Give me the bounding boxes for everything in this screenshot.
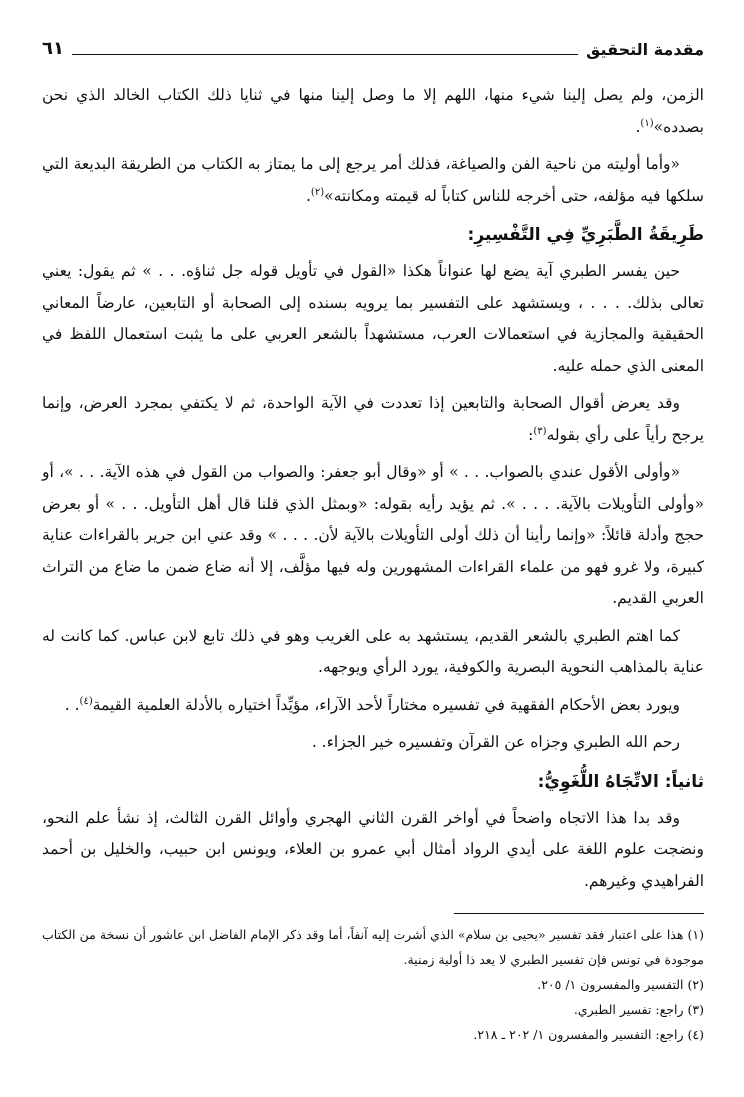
paragraph-7-end: . . (64, 695, 80, 714)
paragraph-9: وقد بدا هذا الاتجاه واضحاً في أواخر القرن الثاني الهجري وأوائل القرن الثالث، إذ نشأ علم النحو، ونضجت علوم اللغة على أيدي الرواد أمثال أبي عمرو بن العلاء، ويونس ابن حبيب، والخليل بن أحمد الفراهيدي وغيرهم. (42, 808, 704, 890)
footnote-3: (٣) راجع: تفسير الطبري. (573, 1002, 704, 1017)
running-title: مقدمة التحقيق (586, 40, 704, 59)
section-heading-tabari-method: طَرِيقَةُ الطَّبَرِيِّ فِي التَّفْسِيرِ: (467, 225, 704, 245)
paragraph-4-text: وقد يعرض أقوال الصحابة والتابعين إذا تعددت في الآية الواحدة، ثم لا يكتفي بمجرد العرض، وإنما يرجح رأياً على رأي بقوله (42, 394, 704, 444)
paragraph-3: حين يفسر الطبري آية يضع لها عنواناً هكذا «القول في تأويل قوله جل ثناؤه. . . » ثم يقول: يعني تعالى بذلك. . . . ، ويستشهد على التفسير بما يرويه بسنده إلى الصحابة أو التابعين، عارضاً المعاني الحقيقية والمجازية في استعمالات العرب، مستشهداً بالشعر العربي على ما يثبت استعمال اللفظ في المعنى الذي حمله عليه. (42, 262, 704, 375)
page-number: ٦١ (42, 38, 64, 59)
book-page (42, 28, 704, 1088)
paragraph-8: رحم الله الطبري وجزاه عن القرآن وتفسيره خير الجزاء. . (311, 733, 680, 751)
footnote-ref-1: (١) (640, 117, 654, 129)
header-rule (72, 54, 578, 55)
paragraph-1-text: الزمن، ولم يصل إلينا شيء منها، اللهم إلا ما وصل إلينا منها في ثنايا ذلك الكتاب الخالد الذي نحن بصدده» (42, 86, 704, 136)
footnote-2: (٢) التفسير والمفسرون ١/ ٢٠٥. (537, 977, 704, 992)
footnote-separator (454, 913, 704, 914)
paragraph-4-end: : (528, 425, 534, 444)
paragraph-2-end: . (305, 186, 311, 205)
paragraph-2-text: «وأما أوليته من ناحية الفن والصياغة، فذلك أمر يرجع إلى ما يمتاز به الكتاب من الطريقة البديعة التي سلكها فيه مؤلفه، حتى أخرجه للناس كتاباً له قيمته ومكانته» (42, 155, 704, 205)
footnote-ref-4: (٤) (79, 695, 93, 707)
paragraph-5: «وأولى الأقول عندي بالصواب. . . » أو «وقال أبو جعفر: والصواب من القول في هذه الآية. . . »، أو «وأولى التأويلات بالآية. . . . ». ثم يؤيد رأيه بقوله: «وبمثل الذي قلنا قال أهل التأويل. . . » أو بعرض حجج وأدلة قائلاً: «وإنما رأينا أن ذلك أولى التأويلات بالآية لأن. . . . » وقد عني ابن جرير بالقراءات عناية كبيرة، ولا غرو فهو من علماء القراءات المشهورين وله فيها مؤلَّف، إلا أنه ضاع ضمن ما ضاع من التراث العربي القديم. (42, 463, 704, 607)
footnote-ref-3: (٣) (533, 425, 547, 437)
running-header (42, 28, 704, 58)
footnote-1: (١) هذا على اعتبار فقد تفسير «يحيى بن سلام» الذي أشرت إليه آنفاً، أما وقد ذكر الإمام الفاضل ابن عاشور أن نسخة من الكتاب موجودة في تونس فإن تفسير الطبري لا يعد ذا أولية زمنية. (42, 927, 704, 967)
paragraph-4 (42, 388, 704, 451)
footnotes (42, 922, 704, 1047)
paragraph-6: كما اهتم الطبري بالشعر القديم، يستشهد به على الغريب وهو في ذلك تابع لابن عباس. كما كانت له عناية بالمذاهب النحوية البصرية والكوفية، يورد الرأي ويوجهه. (42, 626, 704, 676)
footnote-4: (٤) راجع: التفسير والمفسرون ١/ ٢٠٢ ـ ٢١٨. (473, 1027, 704, 1042)
paragraph-7-text: ويورد بعض الأحكام الفقهية في تفسيره مختاراً لأحد الآراء، مؤيِّداً اختياره بالأدلة العلمية القيمة (92, 695, 680, 714)
paragraph-7 (42, 690, 704, 722)
paragraph-1-end: . (635, 117, 641, 136)
footnote-ref-2: (٢) (310, 186, 325, 198)
paragraph-2 (42, 149, 704, 212)
body-text (42, 80, 704, 897)
section-heading-linguistic-trend: ثانياً: الاتِّجَاهُ اللُّغَوِيُّ: (537, 771, 704, 792)
paragraph-1 (42, 80, 704, 143)
